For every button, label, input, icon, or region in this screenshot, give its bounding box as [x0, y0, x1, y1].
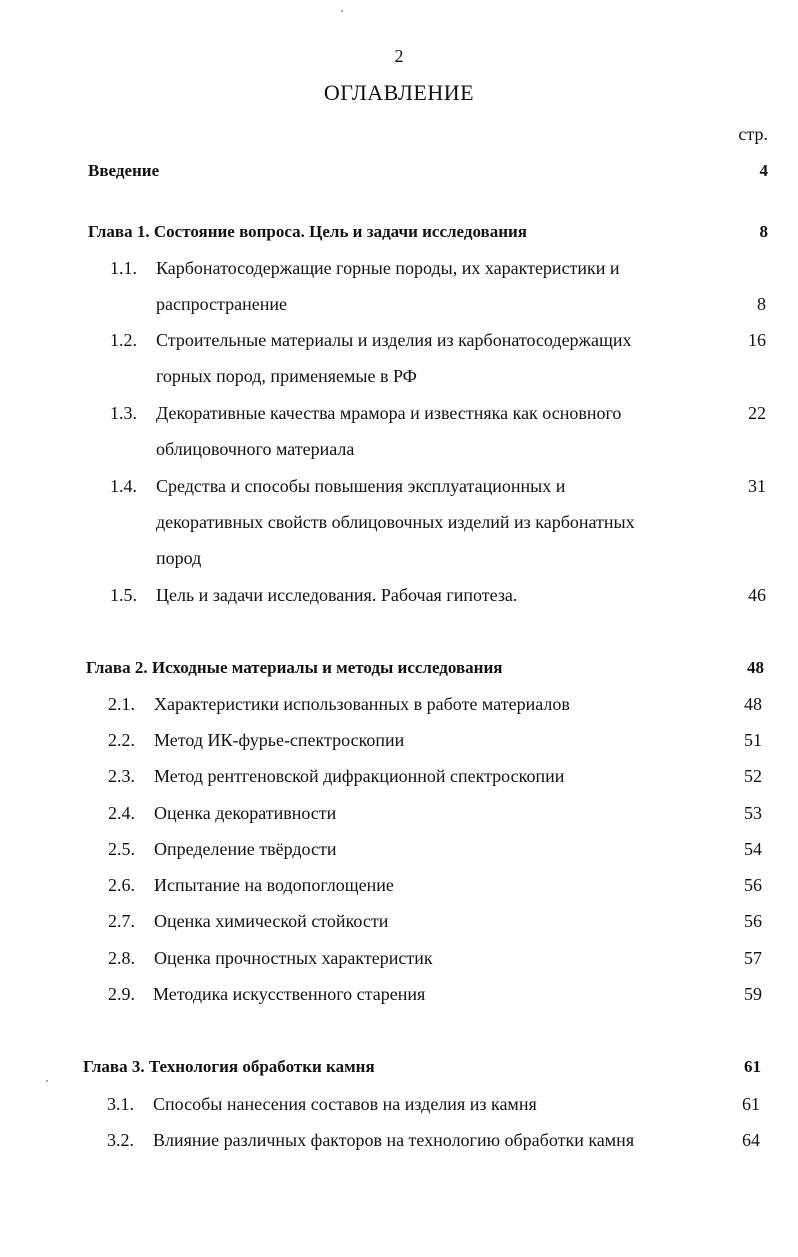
section-number: 1.4. [110, 476, 137, 496]
section-title: Декоративные качества мрамора и известняка как основного [156, 403, 622, 423]
section-title: Метод ИК-фурье-спектроскопии [154, 730, 405, 750]
section-page: 56 [744, 911, 762, 931]
page-number: 2 [394, 46, 404, 66]
section-page: 31 [748, 476, 766, 496]
section-number: 2.4. [108, 803, 135, 823]
section-title: Строительные материалы и изделия из карбонатосодержащих [156, 330, 632, 350]
section-title-continued: пород [156, 548, 202, 568]
section-title: Средства и способы повышения эксплуатационных и [156, 476, 566, 496]
toc-intro-text: Введение [88, 161, 160, 180]
section-title: Метод рентгеновской дифракционной спектроскопии [154, 766, 565, 786]
section-page: 46 [748, 585, 766, 605]
section-title-continued: декоративных свойств облицовочных изделий из карбонатных [156, 512, 635, 532]
section-number: 3.2. [107, 1130, 134, 1150]
section-page: 8 [757, 294, 766, 314]
section-number: 2.7. [108, 911, 135, 931]
chapter-title: Глава 2. Исходные материалы и методы исследования [86, 658, 503, 677]
chapter-page: 8 [759, 222, 768, 241]
section-number: 2.9. [108, 984, 135, 1004]
scan-speck [341, 10, 343, 12]
section-title: Способы нанесения составов на изделия из камня [153, 1094, 537, 1114]
section-page: 59 [744, 984, 762, 1004]
section-title-continued: распространение [156, 294, 288, 314]
section-page: 54 [744, 839, 762, 859]
section-page: 64 [742, 1130, 760, 1150]
section-number: 2.6. [108, 875, 135, 895]
section-title: Оценка декоративности [154, 803, 337, 823]
section-title: Оценка прочностных характеристик [154, 948, 433, 968]
section-title: Методика искусственного старения [153, 984, 426, 1004]
section-page: 51 [744, 730, 762, 750]
section-title: Характеристики использованных в работе материалов [154, 694, 570, 714]
section-number: 2.5. [108, 839, 135, 859]
section-number: 1.5. [110, 585, 137, 605]
section-page: 57 [744, 948, 762, 968]
section-title-continued: горных пород, применяемые в РФ [156, 366, 417, 386]
section-title: Влияние различных факторов на технологию обработки камня [153, 1130, 635, 1150]
toc-intro-page: 4 [759, 161, 768, 180]
section-number: 1.3. [110, 403, 137, 423]
section-title: Карбонатосодержащие горные породы, их характеристики и [156, 258, 620, 278]
section-page: 22 [748, 403, 766, 423]
section-number: 2.1. [108, 694, 135, 714]
section-number: 2.2. [108, 730, 135, 750]
section-page: 16 [748, 330, 766, 350]
chapter-title: Глава 1. Состояние вопроса. Цель и задачи исследования [88, 222, 528, 241]
section-number: 1.1. [110, 258, 137, 278]
section-number: 2.3. [108, 766, 135, 786]
section-page: 56 [744, 875, 762, 895]
scan-speck [46, 1080, 48, 1082]
section-page: 53 [744, 803, 762, 823]
section-number: 3.1. [107, 1094, 134, 1114]
section-page: 48 [744, 694, 762, 714]
page-title: ОГЛАВЛЕНИЕ [323, 80, 475, 105]
section-number: 2.8. [108, 948, 135, 968]
section-page: 61 [742, 1094, 760, 1114]
section-number: 1.2. [110, 330, 137, 350]
chapter-title: Глава 3. Технология обработки камня [83, 1057, 375, 1076]
section-page: 52 [744, 766, 762, 786]
section-title: Испытание на водопоглощение [154, 875, 394, 895]
section-title-continued: облицовочного материала [156, 439, 355, 459]
section-title: Оценка химической стойкости [154, 911, 389, 931]
section-title: Цель и задачи исследования. Рабочая гипотеза. [156, 585, 518, 605]
chapter-page: 61 [744, 1057, 761, 1076]
page-column-label: стр. [738, 124, 768, 144]
section-title: Определение твёрдости [154, 839, 337, 859]
chapter-page: 48 [747, 658, 764, 677]
